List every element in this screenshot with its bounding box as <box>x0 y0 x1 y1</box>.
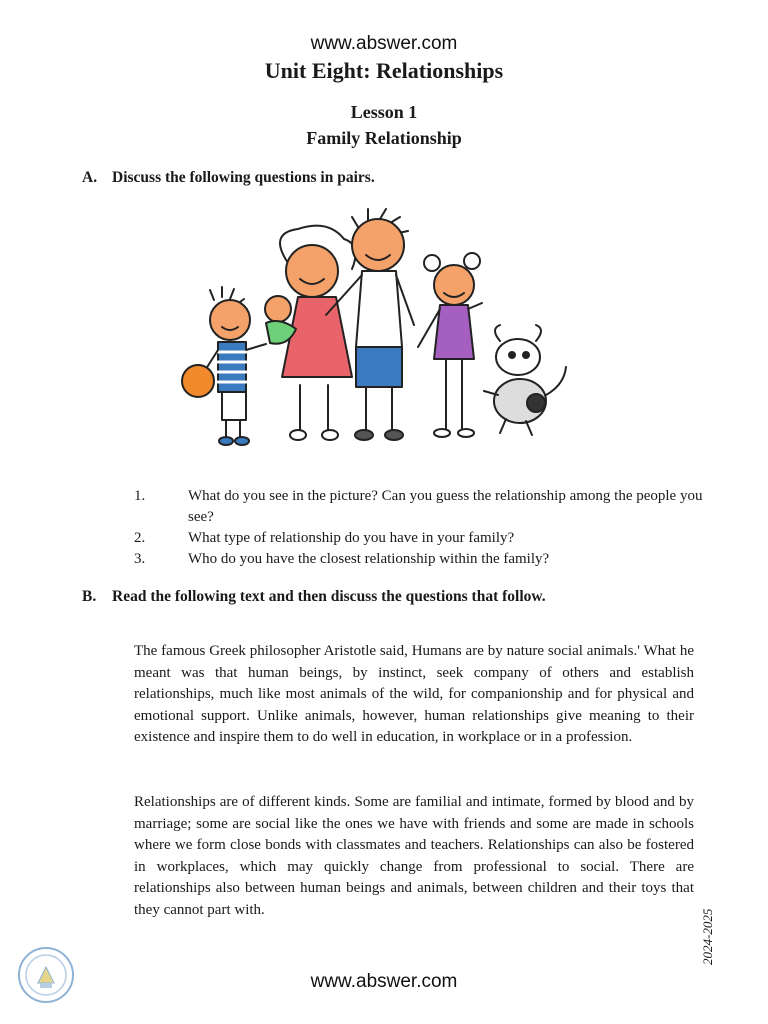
boy-figure <box>182 287 266 445</box>
footer-website: www.abswer.com <box>310 971 458 992</box>
family-illustration <box>170 205 590 455</box>
section-a-text: Discuss the following questions in pairs. <box>112 169 375 186</box>
section-b-text: Read the following text and then discuss the questions that follow. <box>112 588 546 605</box>
reading-paragraph-1: The famous Greek philosopher Aristotle said, Humans are by nature social animals.' What he meant was that human beings, by instinct, seek company of others and establish relationships, much like most animals of the wild, for companionship and for physical and emotional support. Unlike animals, however, human relationships give meaning to their existence and inspire them to do well in education, in workplace or in a profession. <box>134 643 694 745</box>
section-b-heading <box>82 588 546 606</box>
section-b-letter: B. <box>82 588 97 605</box>
dog-figure <box>484 325 566 435</box>
question-item <box>134 486 714 528</box>
question-text: Who do you have the closest relationship within the family? <box>188 551 550 567</box>
discussion-questions <box>134 486 714 570</box>
question-number: 2. <box>134 530 146 546</box>
question-number: 1. <box>134 488 146 504</box>
section-a-heading <box>82 169 375 187</box>
question-text: What type of relationship do you have in your family? <box>188 530 515 546</box>
reading-paragraph-2: Relationships are of different kinds. Some are familial and intimate, formed by blood and by marriage; some are social like the ones we have with friends and some are made in schools where we form close bonds with classmates and teachers. Relationships can also be fostered in workplaces, which may quickly change from professional to social. There are relationships also between human beings and animals, between children and their toys that they cannot part with. <box>134 794 694 918</box>
academic-year: 2024-2025 <box>700 908 715 965</box>
question-number: 3. <box>134 551 146 567</box>
question-item <box>134 528 714 549</box>
mother-figure <box>265 226 356 440</box>
unit-title: Unit Eight: Relationships <box>264 58 504 83</box>
question-text: What do you see in the picture? Can you guess the relationship among the people you see? <box>188 488 703 525</box>
section-a-letter: A. <box>82 169 98 186</box>
question-item <box>134 549 714 570</box>
header-website: www.abswer.com <box>310 33 458 54</box>
girl-figure <box>418 253 482 437</box>
lesson-number: Lesson 1 <box>350 102 418 122</box>
lesson-title: Family Relationship <box>306 128 462 148</box>
